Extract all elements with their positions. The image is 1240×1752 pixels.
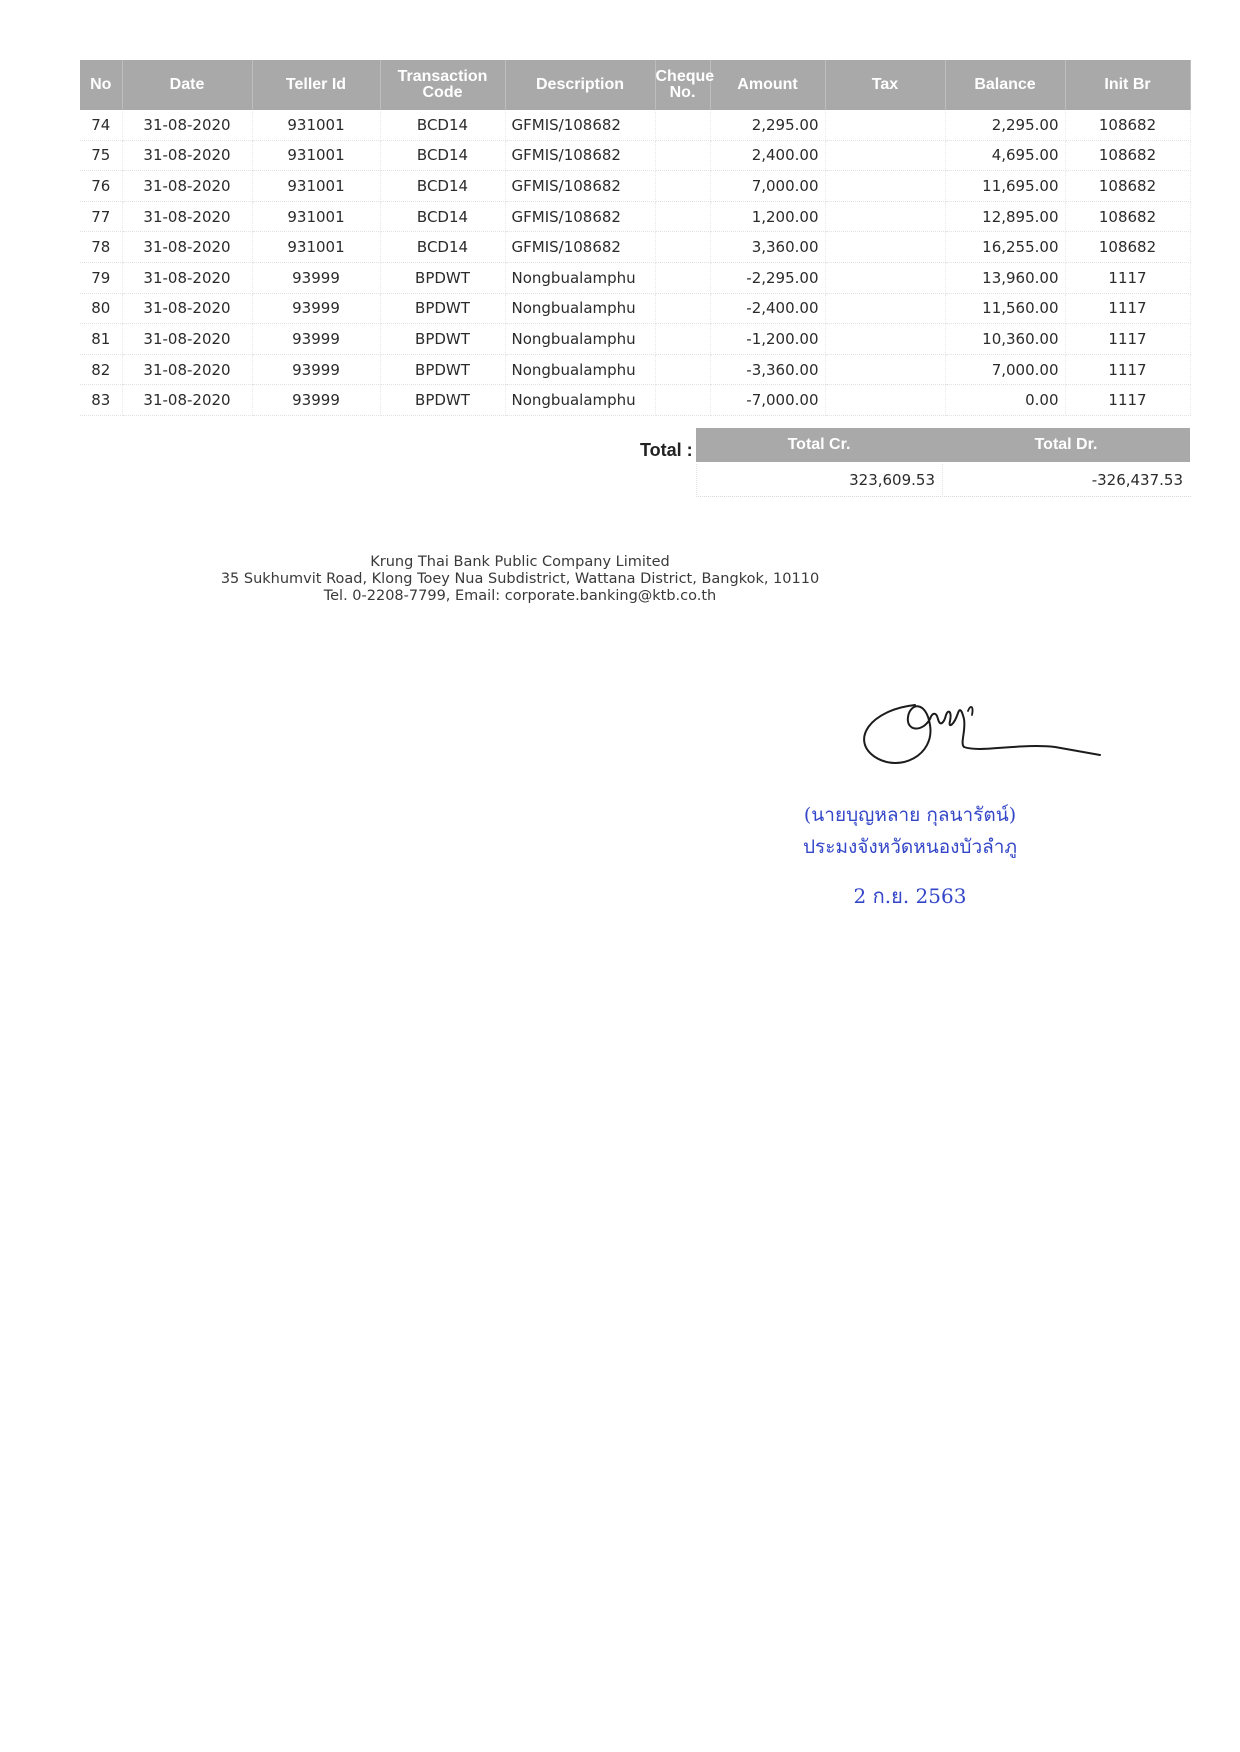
cell-cheque-no — [655, 110, 710, 140]
cell-date: 31-08-2020 — [122, 385, 252, 416]
cell-no: 79 — [80, 262, 122, 293]
cell-cheque-no — [655, 140, 710, 171]
cell-date: 31-08-2020 — [122, 354, 252, 385]
table-row — [80, 232, 1190, 263]
cell-cheque-no — [655, 354, 710, 385]
cell-balance: 10,360.00 — [945, 324, 1065, 355]
cell-teller-id: 93999 — [252, 293, 380, 324]
footer-contact: Tel. 0-2208-7799, Email: corporate.banking@ktb.co.th — [323, 588, 717, 604]
cell-init-br: 108682 — [1065, 201, 1190, 232]
cell-transaction-code: BCD14 — [380, 232, 505, 263]
bank-footer — [0, 554, 1040, 605]
cell-date: 31-08-2020 — [122, 140, 252, 171]
cell-transaction-code: BPDWT — [380, 262, 505, 293]
cell-cheque-no — [655, 324, 710, 355]
total-cr-header: Total Cr. — [696, 428, 942, 462]
cell-no: 77 — [80, 201, 122, 232]
header-description: Description — [505, 60, 655, 110]
cell-description: Nongbualamphu — [505, 354, 655, 385]
cell-tax — [825, 232, 945, 263]
cell-no: 78 — [80, 232, 122, 263]
cell-transaction-code: BPDWT — [380, 354, 505, 385]
cell-amount: 3,360.00 — [710, 232, 825, 263]
total-dr-value: -326,437.53 — [942, 464, 1191, 497]
cell-no: 82 — [80, 354, 122, 385]
cell-description: GFMIS/108682 — [505, 110, 655, 140]
header-cheque-no — [655, 60, 715, 110]
cell-teller-id: 931001 — [252, 140, 380, 171]
table-row — [80, 171, 1190, 202]
cell-no: 80 — [80, 293, 122, 324]
header-transaction-line2: Code — [422, 84, 463, 101]
cell-teller-id: 931001 — [252, 232, 380, 263]
cell-date: 31-08-2020 — [122, 171, 252, 202]
cell-tax — [825, 385, 945, 416]
cell-amount: 2,400.00 — [710, 140, 825, 171]
table-row — [80, 201, 1190, 232]
cell-transaction-code: BCD14 — [380, 140, 505, 171]
cell-transaction-code: BPDWT — [380, 293, 505, 324]
cell-date: 31-08-2020 — [122, 201, 252, 232]
cell-amount: 2,295.00 — [710, 110, 825, 140]
header-balance: Balance — [945, 60, 1065, 110]
cell-tax — [825, 171, 945, 202]
signature-graphic — [840, 685, 1140, 795]
header-teller-id: Teller Id — [252, 60, 380, 110]
table-row — [80, 354, 1190, 385]
cell-no: 76 — [80, 171, 122, 202]
table-row — [80, 262, 1190, 293]
cell-tax — [825, 110, 945, 140]
cell-description: Nongbualamphu — [505, 385, 655, 416]
cell-init-br: 108682 — [1065, 110, 1190, 140]
cell-teller-id: 93999 — [252, 324, 380, 355]
table-header-row — [80, 60, 1190, 110]
header-cheque-line1: Cheque — [655, 68, 715, 85]
cell-balance: 4,695.00 — [945, 140, 1065, 171]
cell-date: 31-08-2020 — [122, 232, 252, 263]
cell-init-br: 1117 — [1065, 354, 1190, 385]
signer-name: (นายบุญหลาย กุลนารัตน์) — [803, 804, 1017, 826]
cell-date: 31-08-2020 — [122, 293, 252, 324]
header-date: Date — [122, 60, 252, 110]
cell-init-br: 108682 — [1065, 232, 1190, 263]
cell-transaction-code: BCD14 — [380, 110, 505, 140]
cell-transaction-code: BCD14 — [380, 201, 505, 232]
header-transaction-line1: Transaction — [397, 68, 488, 85]
cell-cheque-no — [655, 201, 710, 232]
footer-address: 35 Sukhumvit Road, Klong Toey Nua Subdistrict, Wattana District, Bangkok, 10110 — [220, 571, 820, 587]
cell-date: 31-08-2020 — [122, 262, 252, 293]
cell-teller-id: 931001 — [252, 171, 380, 202]
cell-description: GFMIS/108682 — [505, 171, 655, 202]
cell-tax — [825, 140, 945, 171]
header-cheque-line2: No. — [669, 84, 696, 101]
total-dr-header: Total Dr. — [942, 428, 1190, 462]
cell-init-br: 1117 — [1065, 324, 1190, 355]
cell-no: 75 — [80, 140, 122, 171]
cell-amount: -2,295.00 — [710, 262, 825, 293]
table-row — [80, 110, 1190, 140]
header-no: No — [80, 60, 122, 110]
cell-amount: -2,400.00 — [710, 293, 825, 324]
cell-no: 81 — [80, 324, 122, 355]
header-amount: Amount — [710, 60, 825, 110]
cell-init-br: 1117 — [1065, 385, 1190, 416]
cell-transaction-code: BPDWT — [380, 324, 505, 355]
total-label: Total : — [640, 440, 693, 460]
cell-amount: -7,000.00 — [710, 385, 825, 416]
header-transaction-code — [380, 60, 505, 110]
cell-cheque-no — [655, 293, 710, 324]
cell-transaction-code: BPDWT — [380, 385, 505, 416]
cell-init-br: 1117 — [1065, 293, 1190, 324]
cell-balance: 11,560.00 — [945, 293, 1065, 324]
cell-tax — [825, 324, 945, 355]
cell-amount: 7,000.00 — [710, 171, 825, 202]
cell-amount: -3,360.00 — [710, 354, 825, 385]
cell-init-br: 108682 — [1065, 171, 1190, 202]
cell-description: Nongbualamphu — [505, 324, 655, 355]
header-tax: Tax — [825, 60, 945, 110]
header-init-br: Init Br — [1065, 60, 1190, 110]
cell-no: 74 — [80, 110, 122, 140]
cell-description: Nongbualamphu — [505, 293, 655, 324]
signature-date: 2 ก.ย. 2563 — [853, 884, 967, 908]
cell-balance: 16,255.00 — [945, 232, 1065, 263]
table-row — [80, 140, 1190, 171]
table-row — [80, 293, 1190, 324]
cell-description: Nongbualamphu — [505, 262, 655, 293]
cell-tax — [825, 201, 945, 232]
cell-description: GFMIS/108682 — [505, 232, 655, 263]
cell-balance: 11,695.00 — [945, 171, 1065, 202]
cell-tax — [825, 293, 945, 324]
cell-teller-id: 93999 — [252, 262, 380, 293]
cell-amount: -1,200.00 — [710, 324, 825, 355]
cell-cheque-no — [655, 171, 710, 202]
total-cr-value: 323,609.53 — [696, 464, 943, 497]
handwritten-signature — [840, 685, 1140, 795]
table-row — [80, 385, 1190, 416]
footer-company: Krung Thai Bank Public Company Limited — [370, 554, 670, 570]
table-row — [80, 324, 1190, 355]
transaction-table — [80, 60, 1191, 416]
cell-teller-id: 931001 — [252, 110, 380, 140]
cell-init-br: 1117 — [1065, 262, 1190, 293]
cell-description: GFMIS/108682 — [505, 201, 655, 232]
cell-balance: 2,295.00 — [945, 110, 1065, 140]
cell-tax — [825, 354, 945, 385]
cell-teller-id: 93999 — [252, 354, 380, 385]
cell-no: 83 — [80, 385, 122, 416]
cell-balance: 13,960.00 — [945, 262, 1065, 293]
cell-balance: 12,895.00 — [945, 201, 1065, 232]
cell-date: 31-08-2020 — [122, 324, 252, 355]
cell-teller-id: 931001 — [252, 201, 380, 232]
cell-date: 31-08-2020 — [122, 110, 252, 140]
cell-cheque-no — [655, 232, 710, 263]
cell-init-br: 108682 — [1065, 140, 1190, 171]
cell-cheque-no — [655, 262, 710, 293]
cell-cheque-no — [655, 385, 710, 416]
cell-tax — [825, 262, 945, 293]
cell-teller-id: 93999 — [252, 385, 380, 416]
cell-amount: 1,200.00 — [710, 201, 825, 232]
cell-balance: 7,000.00 — [945, 354, 1065, 385]
cell-balance: 0.00 — [945, 385, 1065, 416]
totals-section — [0, 428, 1240, 498]
cell-transaction-code: BCD14 — [380, 171, 505, 202]
cell-description: GFMIS/108682 — [505, 140, 655, 171]
signer-position: ประมงจังหวัดหนองบัวลำภู — [803, 836, 1017, 858]
